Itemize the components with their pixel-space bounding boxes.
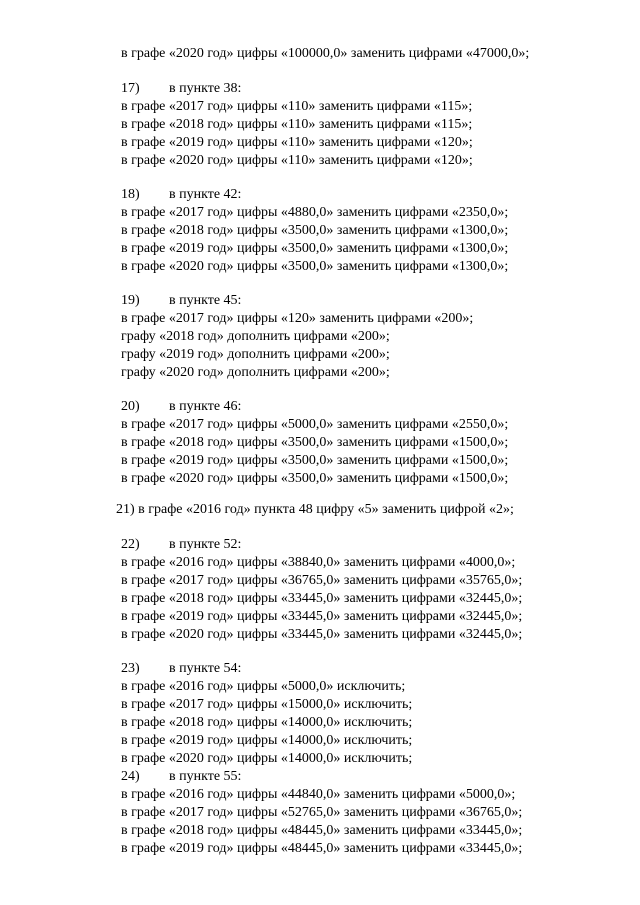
text-line: в графе «2017 год» цифры «110» заменить цифрами «115»; [121,99,473,114]
text-line: в графе «2018 год» цифры «48445,0» заменить цифрами «33445,0»; [121,823,523,838]
text-line: в графе «2019 год» цифры «110» заменить цифрами «120»; [121,135,473,150]
text-line: в графе «2020 год» цифры «14000,0» исключить; [121,751,413,766]
item-heading-23 [121,660,241,678]
text-line: в графе «2017 год» цифры «5000,0» заменить цифрами «2550,0»; [121,417,509,432]
text-line: в графе «2017 год» цифры «4880,0» заменить цифрами «2350,0»; [121,205,509,220]
item-heading-17 [121,80,241,98]
item-number: 19) [121,293,140,308]
item-21: 21) в графе «2016 год» пункта 48 цифру «5» заменить цифрой «2»; [116,502,514,517]
text-line: в графе «2020 год» цифры «3500,0» заменить цифрами «1300,0»; [121,259,509,274]
text-line: в графе «2020 год» цифры «110» заменить цифрами «120»; [121,153,473,168]
item-number: 20) [121,399,140,414]
item-number: 24) [121,769,140,784]
item-heading-text: в пункте 46: [169,399,242,414]
item-number: 18) [121,187,140,202]
item-heading-text: в пункте 38: [169,81,242,96]
text-line: в графе «2017 год» цифры «36765,0» заменить цифрами «35765,0»; [121,573,523,588]
text-line: в графе «2017 год» цифры «15000,0» исключить; [121,697,413,712]
item-heading-text: в пункте 45: [169,293,242,308]
item-number: 17) [121,81,140,96]
text-line: в графе «2018 год» цифры «33445,0» заменить цифрами «32445,0»; [121,591,523,606]
item-heading-20 [121,398,241,416]
text-line: в графе «2019 год» цифры «3500,0» заменить цифрами «1500,0»; [121,453,509,468]
text-line: в графе «2018 год» цифры «3500,0» заменить цифрами «1500,0»; [121,435,509,450]
item-heading-text: в пункте 52: [169,537,242,552]
item-heading-24 [121,768,241,786]
text-line: в графе «2016 год» цифры «44840,0» заменить цифрами «5000,0»; [121,787,516,802]
text-line: графу «2020 год» дополнить цифрами «200»; [121,365,390,380]
text-line: в графе «2017 год» цифры «120» заменить цифрами «200»; [121,311,474,326]
text-line: в графе «2019 год» цифры «48445,0» заменить цифрами «33445,0»; [121,841,523,856]
text-line: в графе «2017 год» цифры «52765,0» заменить цифрами «36765,0»; [121,805,523,820]
text-line: в графе «2019 год» цифры «3500,0» заменить цифрами «1300,0»; [121,241,509,256]
text-line: в графе «2016 год» цифры «5000,0» исключить; [121,679,406,694]
text-line: в графе «2020 год» цифры «3500,0» заменить цифрами «1500,0»; [121,471,509,486]
text-line: в графе «2019 год» цифры «33445,0» заменить цифрами «32445,0»; [121,609,523,624]
item-heading-text: в пункте 54: [169,661,242,676]
item-number: 22) [121,537,140,552]
text-line: в графе «2016 год» цифры «38840,0» заменить цифрами «4000,0»; [121,555,516,570]
text-line: в графе «2018 год» цифры «110» заменить цифрами «115»; [121,117,473,132]
item-heading-text: в пункте 55: [169,769,242,784]
text-line: графу «2019 год» дополнить цифрами «200»; [121,347,390,362]
text-line: в графе «2019 год» цифры «14000,0» исключить; [121,733,413,748]
item-heading-text: в пункте 42: [169,187,242,202]
text-line: графу «2018 год» дополнить цифрами «200»; [121,329,390,344]
item-heading-19 [121,292,241,310]
item-number: 23) [121,661,140,676]
item-heading-22 [121,536,241,554]
text-line: в графе «2020 год» цифры «100000,0» заменить цифрами «47000,0»; [121,46,530,61]
item-heading-18 [121,186,241,204]
text-line: в графе «2018 год» цифры «3500,0» заменить цифрами «1300,0»; [121,223,509,238]
text-line: в графе «2018 год» цифры «14000,0» исключить; [121,715,413,730]
text-line: в графе «2020 год» цифры «33445,0» заменить цифрами «32445,0»; [121,627,523,642]
